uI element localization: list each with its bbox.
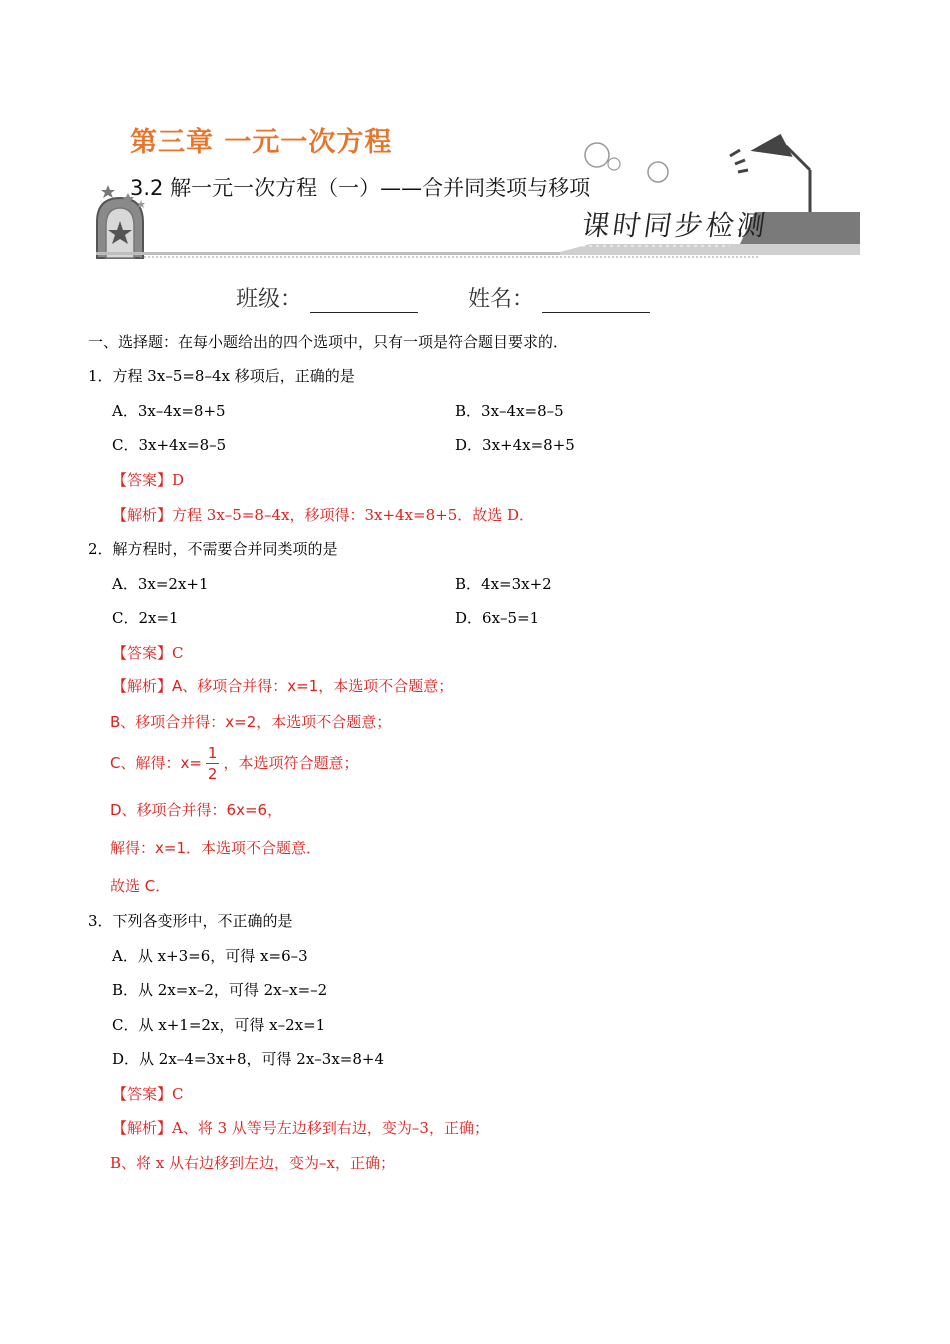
q1-analysis bbox=[112, 505, 534, 525]
fraction bbox=[206, 743, 220, 784]
q3-analysis-b: B、将 x 从右边移到左边，变为–x，正确； bbox=[110, 1154, 395, 1172]
brand-label: 课时同步检测 bbox=[579, 209, 771, 242]
name-label: 姓名： bbox=[468, 287, 535, 312]
q3-option-a: A．从 x+3=6，可得 x=6–3 bbox=[112, 947, 308, 965]
q2-conclusion: 故选 C． bbox=[110, 877, 171, 895]
answer-value: D bbox=[172, 471, 185, 489]
q3-answer bbox=[112, 1084, 184, 1104]
analysis-text: ，本选项符合题意； bbox=[223, 754, 359, 772]
header-banner bbox=[0, 0, 950, 280]
fraction-numerator: 1 bbox=[207, 744, 218, 762]
answer-label: 【答案】 bbox=[112, 471, 173, 489]
answer-value: C bbox=[172, 644, 184, 662]
bubble-icon bbox=[608, 158, 620, 170]
q1-option-a: A．3x–4x=8+5 bbox=[112, 402, 226, 420]
answer-label: 【答案】 bbox=[112, 644, 173, 662]
class-label: 班级： bbox=[236, 287, 303, 312]
question-3-stem: 3．下列各变形中，不正确的是 bbox=[88, 912, 293, 930]
answer-value: C bbox=[172, 1085, 184, 1103]
section-title: 3.2 解一元一次方程（一）——合并同类项与移项 bbox=[130, 176, 591, 200]
analysis-label: 【解析】 bbox=[112, 1119, 173, 1137]
question-1-stem: 1．方程 3x–5=8–4x 移项后，正确的是 bbox=[88, 367, 355, 385]
bubble-icon bbox=[648, 162, 668, 182]
analysis-text: A、将 3 从等号左边移到右边，变为–3，正确； bbox=[172, 1119, 489, 1137]
q3-option-c: C．从 x+1=2x，可得 x–2x=1 bbox=[112, 1016, 326, 1034]
analysis-label: 【解析】 bbox=[112, 677, 173, 695]
analysis-text: 方程 3x–5=8–4x，移项得：3x+4x=8+5．故选 D． bbox=[172, 506, 535, 524]
q2-analysis-c bbox=[110, 742, 358, 784]
q1-answer bbox=[112, 470, 184, 490]
analysis-text: A、移项合并得：x=1，本选项不合题意； bbox=[172, 677, 454, 695]
answer-label: 【答案】 bbox=[112, 1085, 173, 1103]
q2-analysis-d2: 解得：x=1．本选项不合题意． bbox=[110, 839, 321, 857]
q1-option-b: B．3x–4x=8–5 bbox=[455, 402, 564, 420]
q2-analysis-b: B、移项合并得：x=2，本选项不合题意； bbox=[110, 713, 392, 731]
analysis-text: C、解得：x= bbox=[110, 754, 202, 772]
q1-option-d: D．3x+4x=8+5 bbox=[455, 436, 575, 454]
q2-option-c: C．2x=1 bbox=[112, 609, 179, 627]
q3-option-b: B．从 2x=x–2，可得 2x–x=–2 bbox=[112, 981, 328, 999]
q1-option-c: C．3x+4x=8–5 bbox=[112, 436, 227, 454]
class-blank[interactable] bbox=[310, 292, 418, 313]
q2-option-a: A．3x=2x+1 bbox=[112, 575, 209, 593]
chapter-title: 第三章 一元一次方程 bbox=[130, 127, 393, 158]
analysis-label: 【解析】 bbox=[112, 506, 173, 524]
name-blank[interactable] bbox=[542, 292, 650, 313]
desk-lamp-icon bbox=[730, 136, 810, 212]
q2-answer bbox=[112, 643, 184, 663]
question-2-stem: 2．解方程时，不需要合并同类项的是 bbox=[88, 540, 338, 558]
q2-option-d: D．6x–5=1 bbox=[455, 609, 540, 627]
q3-analysis-a bbox=[112, 1118, 489, 1138]
bubble-icon bbox=[585, 143, 609, 167]
q2-analysis-a bbox=[112, 676, 453, 696]
section-instructions: 一、选择题：在每小题给出的四个选项中，只有一项是符合题目要求的． bbox=[88, 333, 569, 351]
class-field bbox=[236, 282, 418, 313]
q3-option-d: D．从 2x–4=3x+8，可得 2x–3x=8+4 bbox=[112, 1050, 385, 1068]
fraction-denominator: 2 bbox=[207, 765, 218, 783]
q2-option-b: B．4x=3x+2 bbox=[455, 575, 552, 593]
q2-analysis-d: D、移项合并得：6x=6， bbox=[110, 801, 283, 819]
name-field bbox=[468, 282, 650, 313]
